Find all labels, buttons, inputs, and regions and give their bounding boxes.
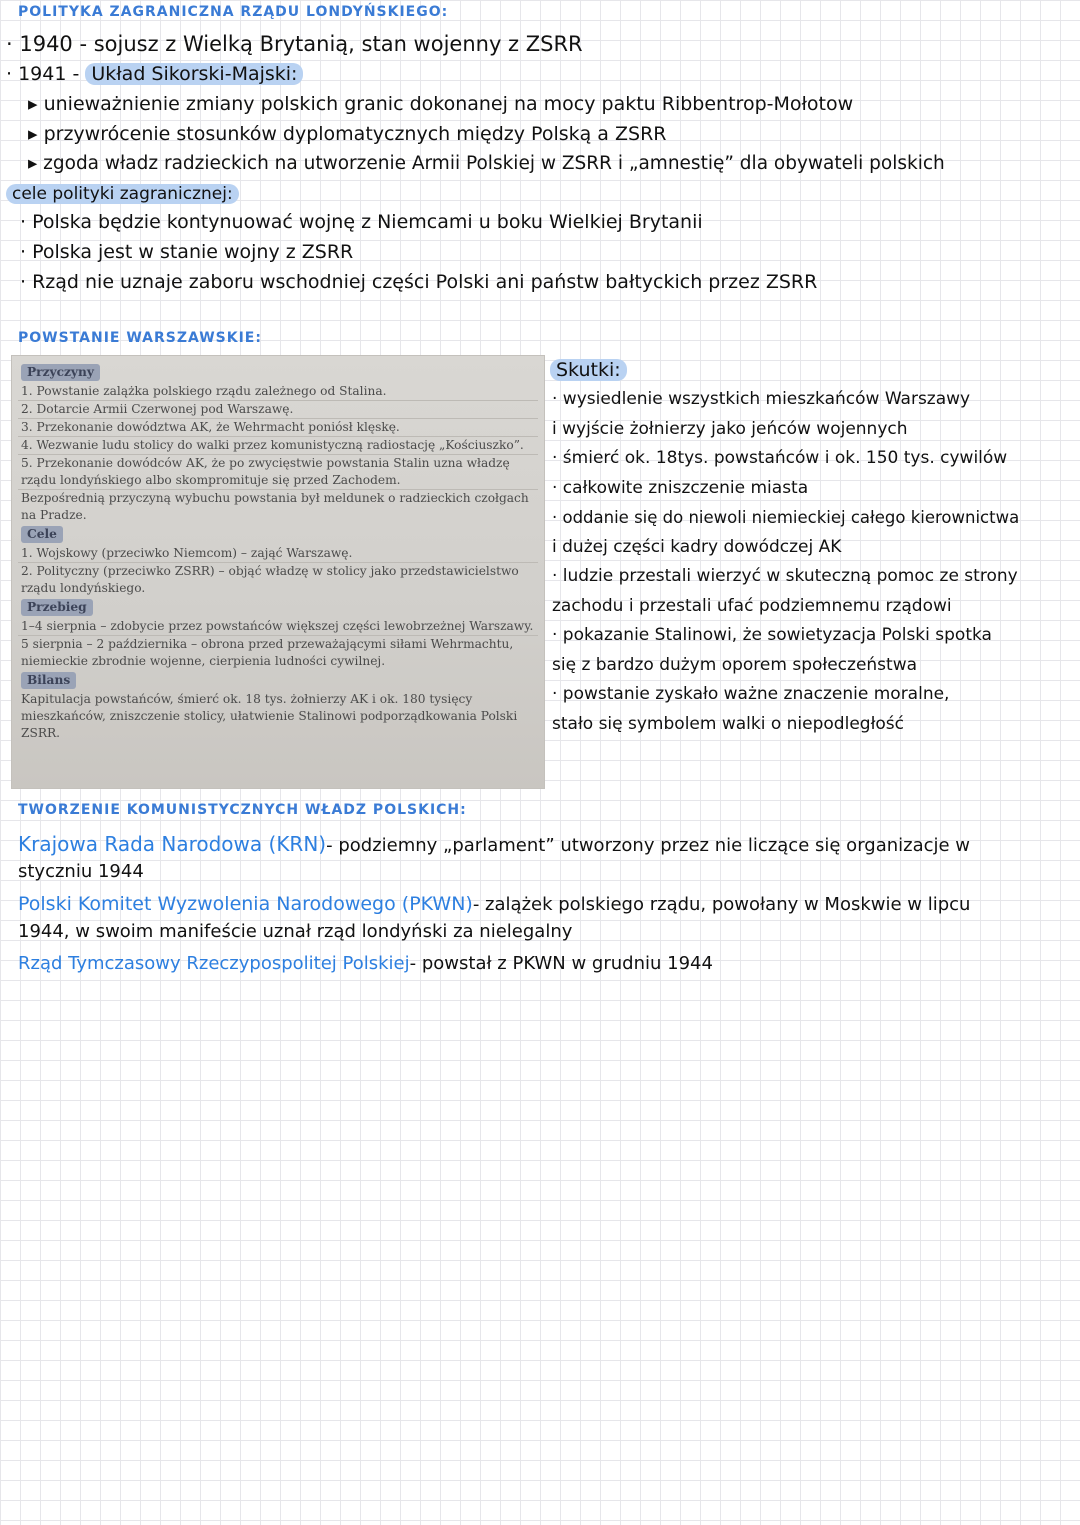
skutki-line: i wyjście żołnierzy jako jeńców wojennych	[552, 418, 908, 439]
skutki-line: stało się symbolem walki o niepodległość	[552, 713, 905, 734]
section-title-communist-authorities: TWORZENIE KOMUNISTYCZNYCH WŁADZ POLSKICH:	[18, 802, 467, 818]
rtrp-text: - powstał z PKWN w grudniu 1944	[409, 953, 713, 974]
rtrp-entry	[18, 950, 713, 978]
card-list-item: 3. Przekonanie dowództwa AK, że Wehrmacht poniósł klęskę.	[21, 420, 400, 434]
card-list-item: 2. Dotarcie Armii Czerwonej pod Warszawę.	[21, 402, 294, 416]
pkwn-entry	[18, 890, 970, 919]
note-line-1940: · 1940 - sojusz z Wielką Brytanią, stan wojenny z ZSRR	[6, 32, 583, 56]
card-list-item: 1. Powstanie zalążka polskiego rządu zależnego od Stalina.	[21, 384, 387, 398]
pkwn-term: Polski Komitet Wyzwolenia Narodowego (PKWN)	[18, 893, 473, 915]
krn-entry	[18, 830, 970, 860]
card-direct-cause: Bezpośrednią przyczyną wybuchu powstania był meldunek o radzieckich czołgach na Pradze.	[21, 491, 529, 522]
bullet-item: ▸ unieważnienie zmiany polskich granic dokonanej na mocy paktu Ribbentrop-Mołotow	[28, 93, 854, 115]
skutki-line: · pokazanie Stalinowi, że sowietyzacja Polski spotka	[552, 625, 992, 645]
bullet-item: ▸ przywrócenie stosunków dyplomatycznych między Polską a ZSRR	[28, 123, 667, 145]
bullet-item: ▸ zgoda władz radzieckich na utworzenie Armii Polskiej w ZSRR i „amnestię” dla obywateli polskich	[28, 153, 945, 174]
skutki-line: · wysiedlenie wszystkich mieszkańców Warszawy	[552, 389, 971, 409]
card-label-bilans: Bilans	[21, 672, 76, 689]
card-list-item: 4. Wezwanie ludu stolicy do walki przez komunistyczną radiostację „Kościuszko”.	[21, 438, 524, 452]
goals-title-highlight: cele polityki zagranicznej:	[6, 184, 239, 204]
skutki-line: · ludzie przestali wierzyć w skuteczną pomoc ze strony	[552, 566, 1018, 586]
skutki-list	[552, 385, 1076, 739]
pkwn-text: - zalążek polskiego rządu, powołany w Moskwie w lipcu	[472, 894, 971, 915]
krn-term: Krajowa Rada Narodowa (KRN)	[18, 832, 327, 856]
goal-item: · Polska będzie kontynuować wojnę z Niemcami u boku Wielkiej Brytanii	[20, 211, 703, 233]
goal-item: · Polska jest w stanie wojny z ZSRR	[20, 241, 354, 263]
skutki-title	[550, 356, 627, 384]
skutki-line: · powstanie zyskało ważne znaczenie moralne,	[552, 684, 950, 704]
krn-text-2: styczniu 1944	[18, 861, 144, 882]
pkwn-text-2: 1944, w swoim manifeście uznał rząd londyński za nielegalny	[18, 921, 573, 942]
textbook-photo-card	[12, 356, 544, 788]
skutki-line: · oddanie się do niewoli niemieckiej całego kierownictwa	[552, 508, 1020, 527]
rtrp-term: Rząd Tymczasowy Rzeczypospolitej Polskiej	[18, 953, 410, 974]
skutki-line: · śmierć ok. 18tys. powstańców i ok. 150 tys. cywilów	[552, 448, 1008, 468]
skutki-title-highlight: Skutki:	[550, 359, 627, 381]
card-list-item: 2. Polityczny (przeciwko ZSRR) – objąć władzę w stolicy jako przedstawicielstwo rządu londyńskiego.	[21, 564, 519, 595]
goal-item: · Rząd nie uznaje zaboru wschodniej części Polski ani państw bałtyckich przez ZSRR	[20, 271, 818, 293]
skutki-line: · całkowite zniszczenie miasta	[552, 477, 809, 498]
card-list-item: 5 sierpnia – 2 października – obrona przed przeważającymi siłami Wehrmachtu, niemieckie zbrodnie wojenne, cierpienia ludności cywilnej.	[21, 637, 514, 668]
section-title-foreign-policy: POLITYKA ZAGRANICZNA RZĄDU LONDYŃSKIEGO:	[18, 4, 449, 20]
section-title-warsaw-uprising: POWSTANIE WARSZAWSKIE:	[18, 330, 262, 346]
skutki-line: zachodu i przestali ufać podziemnemu rządowi	[552, 595, 952, 616]
krn-text: - podziemny „parlament” utworzony przez nie liczące się organizacje w	[326, 835, 971, 856]
card-list-item: 1–4 sierpnia – zdobycie przez powstańców większej części lewobrzeżnej Warszawy.	[21, 619, 534, 633]
skutki-line: i dużej części kadry dowódczej AK	[552, 536, 842, 557]
card-label-cele: Cele	[21, 526, 63, 543]
note-line-1941-prefix: · 1941 -	[6, 63, 86, 85]
highlight-sikorski-majski: Układ Sikorski-Majski:	[85, 63, 303, 85]
note-line-1941	[6, 60, 303, 88]
card-label-przyczyny: Przyczyny	[21, 364, 100, 381]
card-list-item: 1. Wojskowy (przeciwko Niemcom) – zająć Warszawę.	[21, 546, 353, 560]
skutki-line: się z bardzo dużym oporem społeczeństwa	[552, 654, 918, 675]
goals-title	[6, 180, 239, 208]
card-bilans-text: Kapitulacja powstańców, śmierć ok. 18 tys. żołnierzy AK i ok. 180 tysięcy mieszkańców, zniszczenie stolicy, ułatwienie Stalinowi podporządkowania Polski ZSRR.	[21, 692, 518, 740]
card-list-item: 5. Przekonanie dowódców AK, że po zwycięstwie powstania Stalin uzna władzę rządu londyńskiego albo skompromituje się przed Zachodem.	[21, 456, 510, 487]
card-label-przebieg: Przebieg	[21, 599, 93, 616]
